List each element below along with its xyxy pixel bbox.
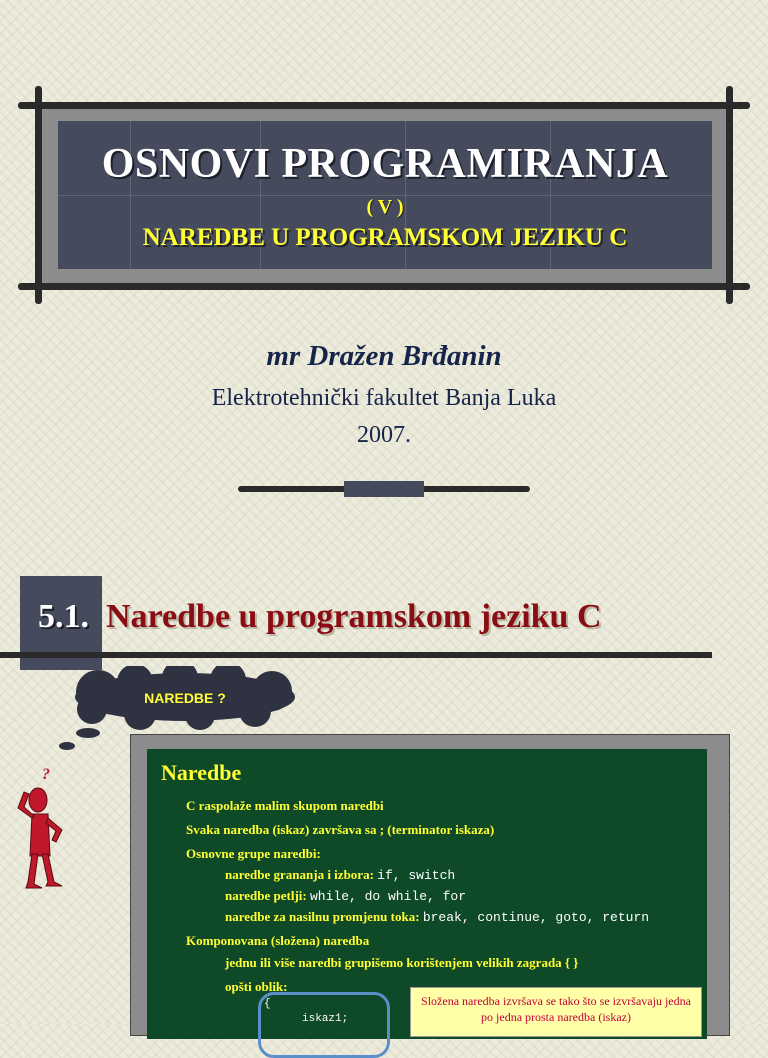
board-line: Komponovana (složena) naredba: [186, 933, 370, 948]
author: mr Dražen Brđanin: [266, 340, 502, 372]
decorative-box: [344, 481, 424, 497]
year: 2007.: [357, 422, 411, 448]
loop-statements: [225, 888, 466, 904]
frame-bar-left: [35, 86, 42, 304]
loop-label: naredbe petlji:: [225, 888, 307, 903]
code-block: [258, 992, 390, 1058]
section-title: Naredbe u programskom jeziku C: [106, 598, 602, 635]
jump-code: break, continue, goto, return: [422, 910, 650, 925]
faculty: Elektrotehnički fakultet Banja Luka: [211, 385, 557, 411]
section-underline: [0, 652, 712, 658]
note-box: Složena naredba izvršava se tako što se izvršavaju jedna po jedna prosta naredba (iskaz): [410, 987, 702, 1037]
frame-bar-top: [18, 102, 750, 109]
branch-code: if, switch: [377, 868, 456, 883]
code-brace: {: [264, 998, 271, 1010]
jump-statements: [225, 909, 649, 925]
subtitle: NAREDBE U PROGRAMSKOM JEZIKU C: [142, 224, 628, 251]
question-mark: ?: [42, 766, 50, 783]
board-line: Osnovne grupe naredbi:: [186, 846, 321, 861]
thinking-figure-icon: [8, 770, 80, 894]
lecture-number: ( V ): [366, 196, 404, 218]
frame-bar-bottom: [18, 283, 750, 290]
branch-statements: [225, 867, 455, 883]
board-line: C raspolaže malim skupom naredbi: [186, 798, 384, 813]
main-title: OSNOVI PROGRAMIRANJA: [101, 141, 669, 187]
frame-bar-right: [726, 86, 733, 304]
board-title: Naredbe: [161, 760, 242, 785]
loop-code: while, do while, for: [309, 889, 467, 904]
board-line: opšti oblik:: [225, 979, 288, 994]
code-statement: iskaz1;: [302, 1013, 349, 1025]
board-line: jednu ili više naredbi grupišemo korištenjem velikih zagrada { }: [225, 955, 579, 970]
branch-label: naredbe grananja i izbora:: [225, 867, 374, 882]
board-line: Svaka naredba (iskaz) završava sa ; (terminator iskaza): [186, 822, 495, 837]
cloud-text: NAREDBE ?: [144, 690, 226, 706]
section-number: 5.1.: [38, 598, 89, 635]
jump-label: naredbe za nasilnu promjenu toka:: [225, 909, 420, 924]
